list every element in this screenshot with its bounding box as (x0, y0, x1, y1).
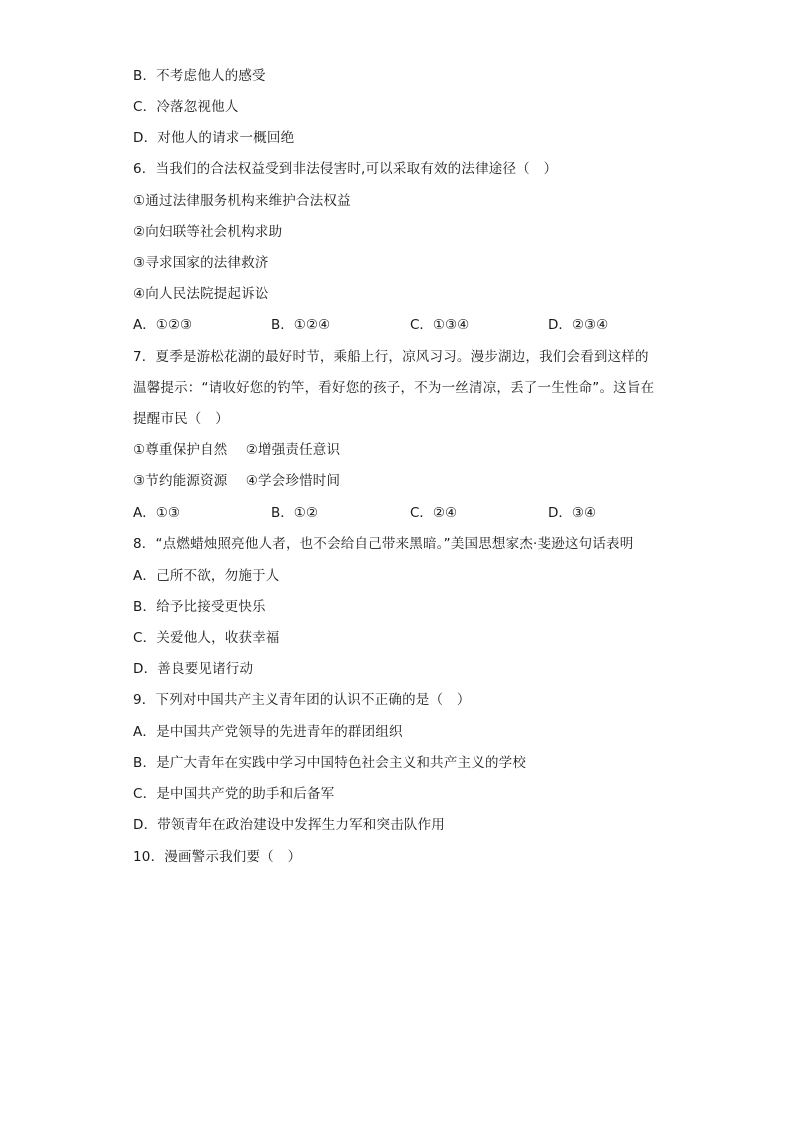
q9-option-a: A．是中国共产党领导的先进青年的群团组织 (133, 724, 403, 740)
q9-option-b: B．是广大青年在实践中学习中国特色社会主义和共产主义的学校 (133, 755, 527, 771)
q6-item-1: ①通过法律服务机构来维护合法权益 (133, 193, 351, 209)
q7-item-row-2: ③节约能源资源 ④学会珍惜时间 (133, 473, 341, 489)
q8-option-c: C．关爱他人，收获幸福 (133, 630, 280, 646)
q9-option-c: C．是中国共产党的助手和后备军 (133, 786, 335, 802)
q7-option-a: A．①③ (133, 505, 180, 521)
q6-stem: 6．当我们的合法权益受到非法侵害时,可以采取有效的法律途径（ ） (133, 161, 558, 177)
q6-item-3: ③寻求国家的法律救济 (133, 255, 269, 271)
q5-option-c: C．冷落忽视他人 (133, 99, 239, 115)
q6-option-d: D．②③④ (548, 317, 609, 333)
q9-option-d: D．带领青年在政治建设中发挥生力军和突击队作用 (133, 817, 445, 833)
q7-stem-line-3: 提醒市民（ ） (133, 411, 229, 427)
q8-option-a: A．己所不欲，勿施于人 (133, 568, 280, 584)
q7-option-b: B．①② (271, 505, 318, 521)
q6-item-4: ④向人民法院提起诉讼 (133, 286, 269, 302)
q7-stem-line-2: 温馨提示：“请收好您的钓竿，看好您的孩子，不为一丝清凉，丢了一生性命”。这旨在 (133, 380, 655, 396)
q10-stem: 10．漫画警示我们要（ ） (133, 849, 302, 865)
q8-option-b: B．给予比接受更快乐 (133, 599, 266, 615)
q8-stem: 8．“点燃蜡烛照亮他人者，也不会给自己带来黑暗。”美国思想家杰·斐逊这句话表明 (133, 536, 634, 552)
q7-option-c: C．②④ (410, 505, 458, 521)
q6-option-a: A．①②③ (133, 317, 193, 333)
q5-option-b: B．不考虑他人的感受 (133, 68, 266, 84)
q7-stem-line-1: 7．夏季是游松花湖的最好时节，乘船上行，凉风习习。漫步湖边，我们会看到这样的 (133, 349, 649, 365)
q7-option-d: D．③④ (548, 505, 597, 521)
q9-stem: 9．下列对中国共产主义青年团的认识不正确的是（ ） (133, 692, 471, 708)
q7-item-row-1: ①尊重保护自然 ②增强责任意识 (133, 442, 341, 458)
q5-option-d: D．对他人的请求一概回绝 (133, 130, 295, 146)
q6-option-c: C．①③④ (410, 317, 470, 333)
q6-item-2: ②向妇联等社会机构求助 (133, 224, 283, 240)
q6-option-b: B．①②④ (271, 317, 331, 333)
q8-option-d: D．善良要见诸行动 (133, 661, 254, 677)
